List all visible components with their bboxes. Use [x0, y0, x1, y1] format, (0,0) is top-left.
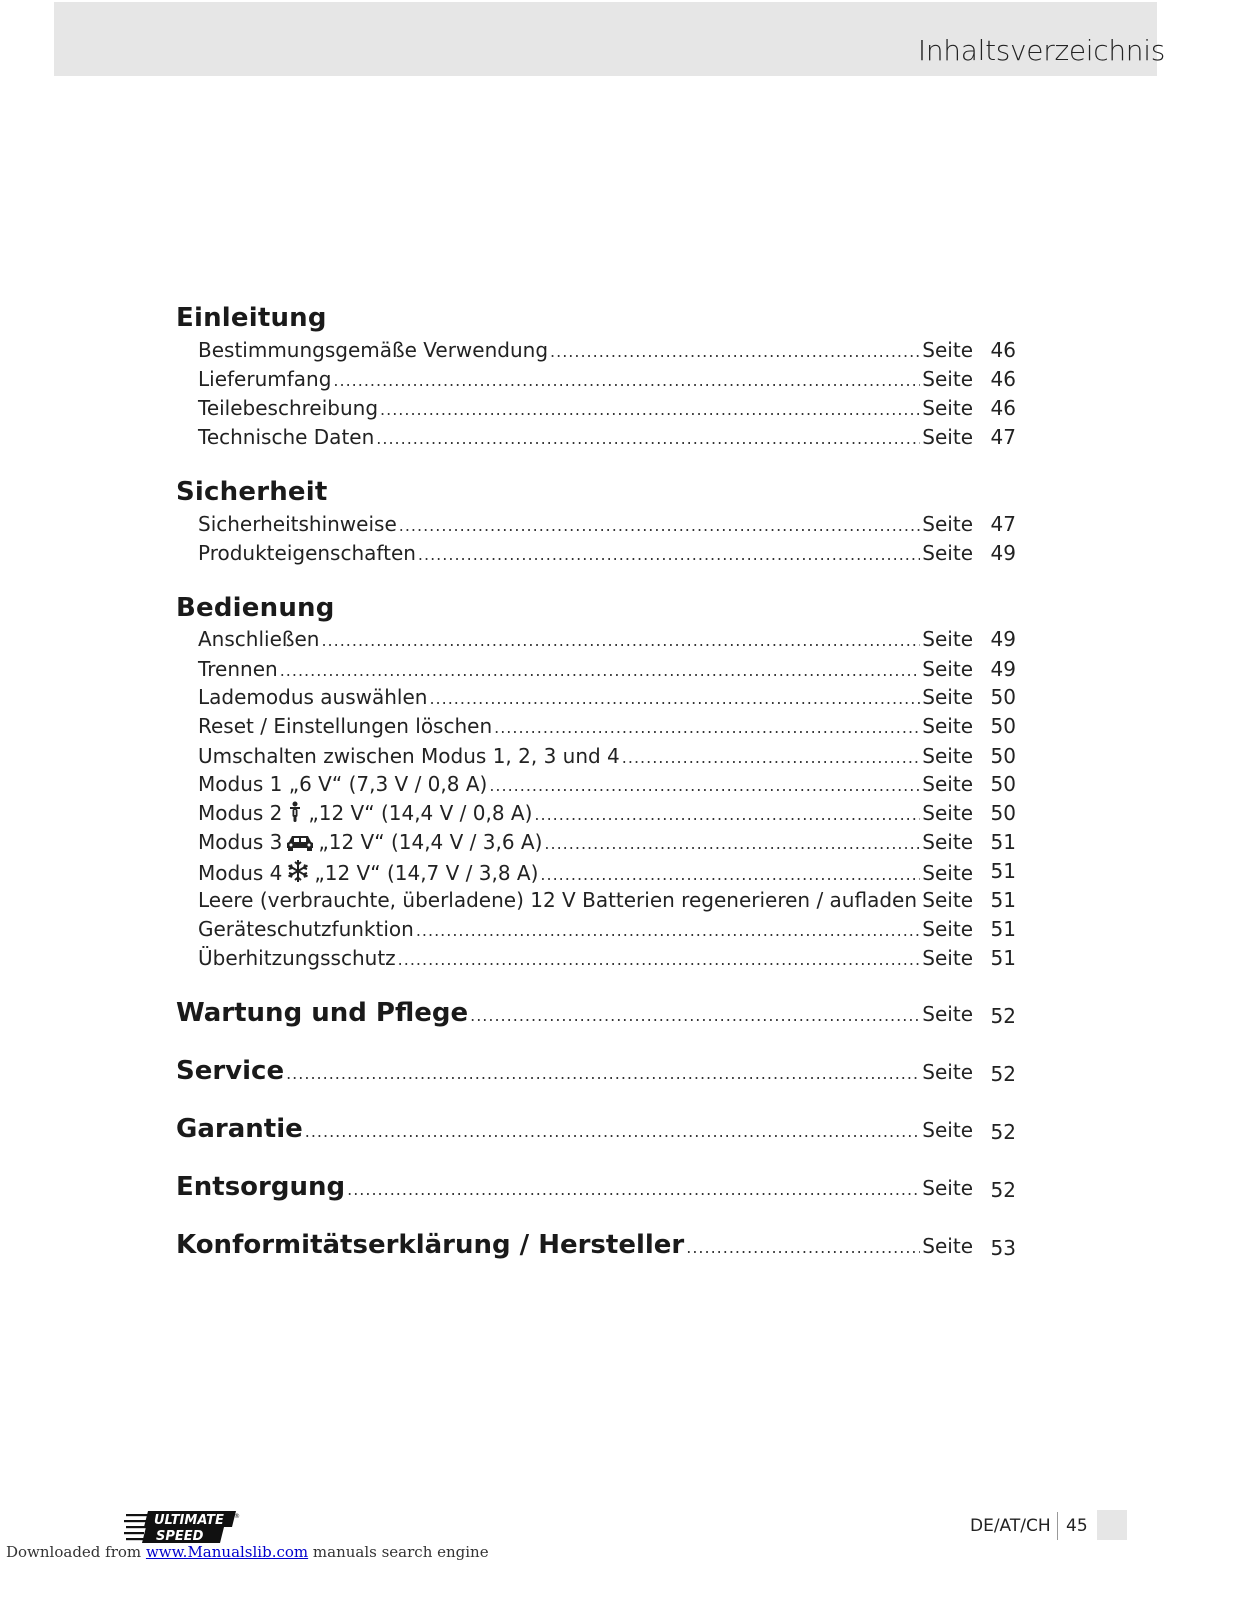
toc-entry-seite: Seite [922, 946, 973, 970]
leader-dots [429, 689, 920, 708]
leader-dots [398, 950, 921, 969]
toc-entry[interactable] [198, 888, 973, 916]
leader-dots [416, 921, 920, 940]
toc-main-entry-wartung[interactable] [176, 998, 973, 1030]
footer-page-number: 45 [1066, 1516, 1088, 1536]
toc-entry-label: Lieferumfang [198, 367, 332, 391]
toc-entry[interactable] [198, 946, 973, 974]
svg-text:SPEED: SPEED [156, 1529, 204, 1544]
toc-entry[interactable] [198, 744, 973, 772]
svg-text:ULTIMATE: ULTIMATE [154, 1513, 224, 1528]
toc-entry[interactable] [198, 917, 973, 945]
toc-entry[interactable] [198, 830, 973, 858]
download-note [6, 1543, 489, 1561]
toc-entry-page: 46 [990, 396, 1016, 420]
toc-entry-seite: Seite [922, 801, 973, 825]
toc-entry-seite: Seite [922, 425, 973, 449]
toc-entry-page: 50 [990, 714, 1016, 738]
svg-text:®: ® [234, 1513, 240, 1520]
toc-entry[interactable] [198, 859, 973, 887]
toc-entry[interactable] [198, 367, 973, 395]
leader-dots [380, 400, 920, 419]
toc-entry-page: 47 [990, 425, 1016, 449]
toc-entry-seite: Seite [922, 1002, 973, 1026]
toc-entry[interactable] [198, 772, 973, 800]
toc-entry-page: 51 [990, 917, 1016, 941]
toc-entry-seite: Seite [922, 861, 973, 885]
toc-entry-label: Überhitzungsschutz [198, 946, 396, 970]
toc-entry-page: 49 [990, 541, 1016, 565]
toc-entry-label-post: „12 V“ (14,4 V / 3,6 A) [318, 830, 543, 854]
toc-entry-label: Produkteigenschaften [198, 541, 416, 565]
toc-entry-label: Anschließen [198, 627, 320, 651]
toc-entry-label: Trennen [198, 657, 278, 681]
section-title-sicherheit: Sicherheit [176, 477, 328, 507]
leader-dots [305, 1122, 921, 1141]
toc-entry-label: Leere (verbrauchte, überladene) 12 V Batterien regenerieren / aufladen [198, 888, 918, 912]
leader-dots [376, 429, 920, 448]
toc-entry[interactable] [198, 685, 973, 713]
toc-entry-page: 51 [990, 888, 1016, 912]
leader-dots [544, 834, 920, 853]
toc-entry-seite: Seite [922, 627, 973, 651]
toc-main-entry-garantie[interactable] [176, 1114, 973, 1146]
toc-entry-label-pre: Modus 4 [198, 861, 283, 885]
toc-entry-page: 50 [990, 772, 1016, 796]
footer-grey-box [1097, 1510, 1127, 1540]
toc-entry-seite: Seite [922, 338, 973, 362]
leader-dots [540, 865, 920, 884]
leader-dots [399, 516, 921, 535]
toc-entry-page: 51 [990, 946, 1016, 970]
toc-entry-label: Lademodus auswählen [198, 685, 428, 709]
leader-dots [418, 545, 920, 564]
leader-dots [494, 718, 920, 737]
leader-dots [280, 661, 921, 680]
toc-entry-label: Konformitätserklärung / Hersteller [176, 1230, 685, 1260]
toc-entry-label [198, 859, 538, 888]
section-title-bedienung: Bedienung [176, 593, 335, 623]
toc-entry-label [198, 830, 542, 857]
toc-entry-label: Sicherheitshinweise [198, 512, 397, 536]
leader-dots [919, 892, 920, 911]
toc-entry-seite: Seite [922, 1176, 973, 1200]
toc-entry-page: 52 [990, 1062, 1016, 1086]
toc-entry-label: Reset / Einstellungen löschen [198, 714, 493, 738]
leader-dots [470, 1006, 920, 1025]
toc-entry-page: 46 [990, 338, 1016, 362]
toc-entry-seite: Seite [922, 744, 973, 768]
toc-entry-page: 52 [990, 1120, 1016, 1144]
toc-entry-seite: Seite [922, 917, 973, 941]
toc-entry-page: 49 [990, 657, 1016, 681]
toc-entry-label: Umschalten zwischen Modus 1, 2, 3 und 4 [198, 744, 620, 768]
leader-dots [347, 1180, 920, 1199]
toc-entry-label: Geräteschutzfunktion [198, 917, 414, 941]
toc-entry-label: Technische Daten [198, 425, 375, 449]
leader-dots [489, 776, 920, 795]
toc-entry-seite: Seite [922, 830, 973, 854]
footer-region: DE/AT/CH [970, 1516, 1051, 1536]
toc-entry-page: 50 [990, 685, 1016, 709]
leader-dots [333, 371, 920, 390]
download-prefix: Downloaded from [6, 1543, 142, 1561]
manualslib-link[interactable]: www.Manualslib.com [145, 1543, 309, 1561]
toc-entry-page: 53 [990, 1236, 1016, 1260]
toc-entry-page: 50 [990, 801, 1016, 825]
toc-entry[interactable] [198, 714, 973, 742]
leader-dots [534, 805, 920, 824]
footer-separator [1057, 1512, 1058, 1540]
toc-entry-label: Entsorgung [176, 1172, 346, 1202]
toc-entry[interactable] [198, 425, 973, 453]
toc-entry-page: 51 [990, 859, 1016, 883]
toc-entry-label-post: „12 V“ (14,4 V / 0,8 A) [308, 801, 533, 825]
motorcycle-icon [286, 801, 304, 828]
toc-entry-seite: Seite [922, 541, 973, 565]
toc-entry-label: Teilebeschreibung [198, 396, 379, 420]
toc-entry[interactable] [198, 338, 973, 366]
leader-dots [622, 748, 921, 767]
toc-entry-label: Wartung und Pflege [176, 998, 469, 1028]
toc-entry[interactable] [198, 396, 973, 424]
section-title-einleitung: Einleitung [176, 303, 327, 333]
toc-entry[interactable] [198, 657, 973, 685]
toc-entry-label: Garantie [176, 1114, 303, 1144]
toc-entry-label-pre: Modus 3 [198, 830, 283, 854]
toc-entry-seite: Seite [922, 685, 973, 709]
toc-entry-seite: Seite [922, 772, 973, 796]
toc-entry-seite: Seite [922, 888, 973, 912]
toc-entry-label: Bestimmungsgemäße Verwendung [198, 338, 549, 362]
toc-entry-label [198, 801, 532, 828]
toc-entry[interactable] [198, 627, 973, 655]
toc-entry[interactable] [198, 801, 973, 829]
car-icon [286, 833, 314, 857]
toc-entry-label: Modus 1 „6 V“ (7,3 V / 0,8 A) [198, 772, 488, 796]
toc-entry-page: 52 [990, 1004, 1016, 1028]
toc-entry-label-pre: Modus 2 [198, 801, 283, 825]
toc-entry-seite: Seite [922, 657, 973, 681]
page-title: Inhaltsverzeichnis [917, 34, 1165, 67]
leader-dots [321, 631, 920, 650]
download-suffix: manuals search engine [312, 1543, 489, 1561]
toc-entry-seite: Seite [922, 367, 973, 391]
toc-entry[interactable] [198, 541, 973, 569]
toc-entry-seite: Seite [922, 1118, 973, 1142]
toc-entry-page: 46 [990, 367, 1016, 391]
toc-entry-page: 47 [990, 512, 1016, 536]
toc-entry-label: Service [176, 1056, 285, 1086]
toc-entry-page: 51 [990, 830, 1016, 854]
toc-entry-seite: Seite [922, 396, 973, 420]
leader-dots [286, 1064, 920, 1083]
toc-entry-page: 50 [990, 744, 1016, 768]
toc-entry-page: 52 [990, 1178, 1016, 1202]
toc-main-entry-service[interactable] [176, 1056, 973, 1088]
toc-main-entry-konformitaet[interactable] [176, 1230, 973, 1262]
toc-entry[interactable] [198, 512, 973, 540]
leader-dots [550, 342, 920, 361]
toc-main-entry-entsorgung[interactable] [176, 1172, 973, 1204]
toc-entry-seite: Seite [922, 1234, 973, 1258]
toc-entry-label-post: „12 V“ (14,7 V / 3,8 A) [314, 861, 539, 885]
toc-entry-seite: Seite [922, 714, 973, 738]
snowflake-icon [286, 859, 310, 888]
toc-entry-seite: Seite [922, 512, 973, 536]
toc-entry-page: 49 [990, 627, 1016, 651]
leader-dots [686, 1238, 920, 1257]
toc-entry-seite: Seite [922, 1060, 973, 1084]
